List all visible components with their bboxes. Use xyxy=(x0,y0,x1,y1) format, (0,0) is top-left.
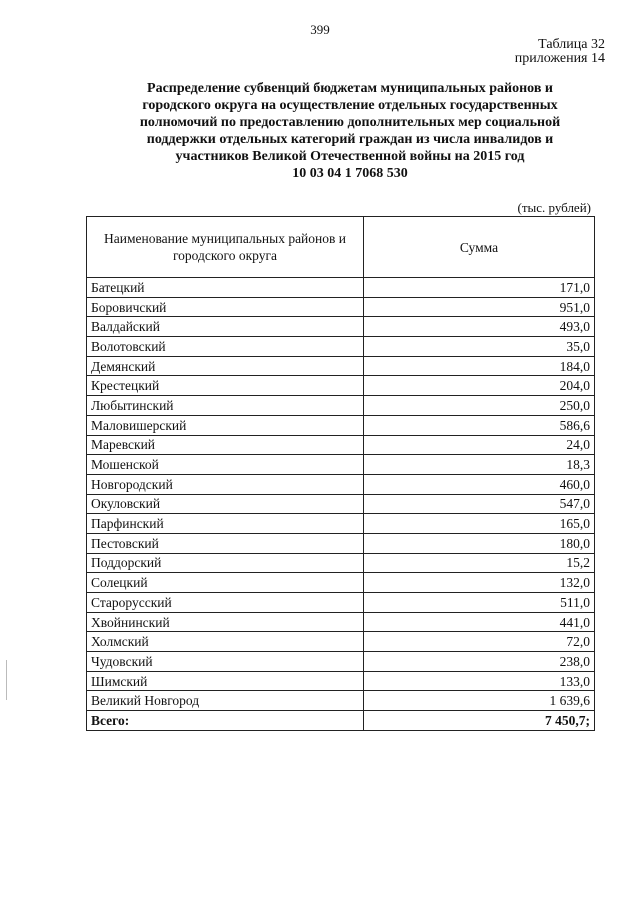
table-row xyxy=(87,396,595,416)
district-name: Поддорский xyxy=(87,553,364,573)
table-row xyxy=(87,553,595,573)
district-amount: 18,3 xyxy=(364,455,595,475)
table-row xyxy=(87,573,595,593)
table-reference-line-1: Таблица 32 xyxy=(538,37,605,52)
district-amount: 132,0 xyxy=(364,573,595,593)
district-amount: 24,0 xyxy=(364,435,595,455)
document-title xyxy=(95,80,605,182)
district-name: Шимский xyxy=(87,671,364,691)
district-amount: 547,0 xyxy=(364,494,595,514)
budget-code: 10 03 04 1 7068 530 xyxy=(292,166,408,181)
district-amount: 1 639,6 xyxy=(364,691,595,711)
table-reference-line-2: приложения 14 xyxy=(514,51,605,66)
table-row xyxy=(87,415,595,435)
district-amount: 238,0 xyxy=(364,652,595,672)
district-name: Любытинский xyxy=(87,396,364,416)
table-row xyxy=(87,356,595,376)
table-row xyxy=(87,632,595,652)
district-amount: 35,0 xyxy=(364,337,595,357)
district-name: Холмский xyxy=(87,632,364,652)
page-number: 399 xyxy=(310,22,330,37)
total-amount: 7 450,7; xyxy=(364,711,595,731)
title-line-1: Распределение субвенций бюджетам муниципальных районов и xyxy=(147,81,553,96)
district-amount: 441,0 xyxy=(364,612,595,632)
table-row xyxy=(87,671,595,691)
district-name: Великий Новгород xyxy=(87,691,364,711)
table-row xyxy=(87,652,595,672)
district-amount: 511,0 xyxy=(364,593,595,613)
district-amount: 133,0 xyxy=(364,671,595,691)
table-row xyxy=(87,455,595,475)
header-name: Наименование муниципальных районов и городского округа xyxy=(87,217,364,278)
title-line-2: городского округа на осуществление отдельных государственных xyxy=(142,98,558,113)
district-name: Боровичский xyxy=(87,297,364,317)
district-name: Пестовский xyxy=(87,533,364,553)
district-name: Маловишерский xyxy=(87,415,364,435)
district-name: Старорусский xyxy=(87,593,364,613)
table-row xyxy=(87,337,595,357)
title-line-3: полномочий по предоставлению дополнительных мер социальной xyxy=(139,115,561,130)
district-name: Валдайский xyxy=(87,317,364,337)
district-amount: 250,0 xyxy=(364,396,595,416)
district-amount: 165,0 xyxy=(364,514,595,534)
district-amount: 493,0 xyxy=(364,317,595,337)
district-amount: 72,0 xyxy=(364,632,595,652)
district-name: Маревский xyxy=(87,435,364,455)
district-name: Крестецкий xyxy=(87,376,364,396)
title-line-5: участников Великой Отечественной войны на 2015 год xyxy=(175,149,525,164)
table-row xyxy=(87,612,595,632)
table-header-row xyxy=(87,217,595,278)
units-label: (тыс. рублей) xyxy=(517,200,591,215)
table-row xyxy=(87,494,595,514)
district-amount: 184,0 xyxy=(364,356,595,376)
table-row xyxy=(87,376,595,396)
district-name: Хвойнинский xyxy=(87,612,364,632)
district-name: Чудовский xyxy=(87,652,364,672)
table-row xyxy=(87,474,595,494)
subventions-table xyxy=(86,216,595,731)
district-name: Новгородский xyxy=(87,474,364,494)
table-row xyxy=(87,533,595,553)
district-name: Демянский xyxy=(87,356,364,376)
title-line-4: поддержки отдельных категорий граждан из числа инвалидов и xyxy=(146,132,554,147)
total-row xyxy=(87,711,595,731)
district-amount: 15,2 xyxy=(364,553,595,573)
district-name: Волотовский xyxy=(87,337,364,357)
district-name: Солецкий xyxy=(87,573,364,593)
table-reference xyxy=(515,38,605,66)
total-label: Всего: xyxy=(87,711,364,731)
table-row xyxy=(87,278,595,298)
district-name: Парфинский xyxy=(87,514,364,534)
table-row xyxy=(87,593,595,613)
header-sum: Сумма xyxy=(364,217,595,278)
district-name: Мошенской xyxy=(87,455,364,475)
district-amount: 586,6 xyxy=(364,415,595,435)
district-name: Окуловский xyxy=(87,494,364,514)
table-body xyxy=(87,278,595,731)
table-row xyxy=(87,297,595,317)
district-name: Батецкий xyxy=(87,278,364,298)
table-row xyxy=(87,317,595,337)
table-row xyxy=(87,435,595,455)
table-row xyxy=(87,691,595,711)
district-amount: 180,0 xyxy=(364,533,595,553)
district-amount: 951,0 xyxy=(364,297,595,317)
district-amount: 460,0 xyxy=(364,474,595,494)
scan-artifact xyxy=(6,660,7,700)
district-amount: 171,0 xyxy=(364,278,595,298)
table-row xyxy=(87,514,595,534)
district-amount: 204,0 xyxy=(364,376,595,396)
